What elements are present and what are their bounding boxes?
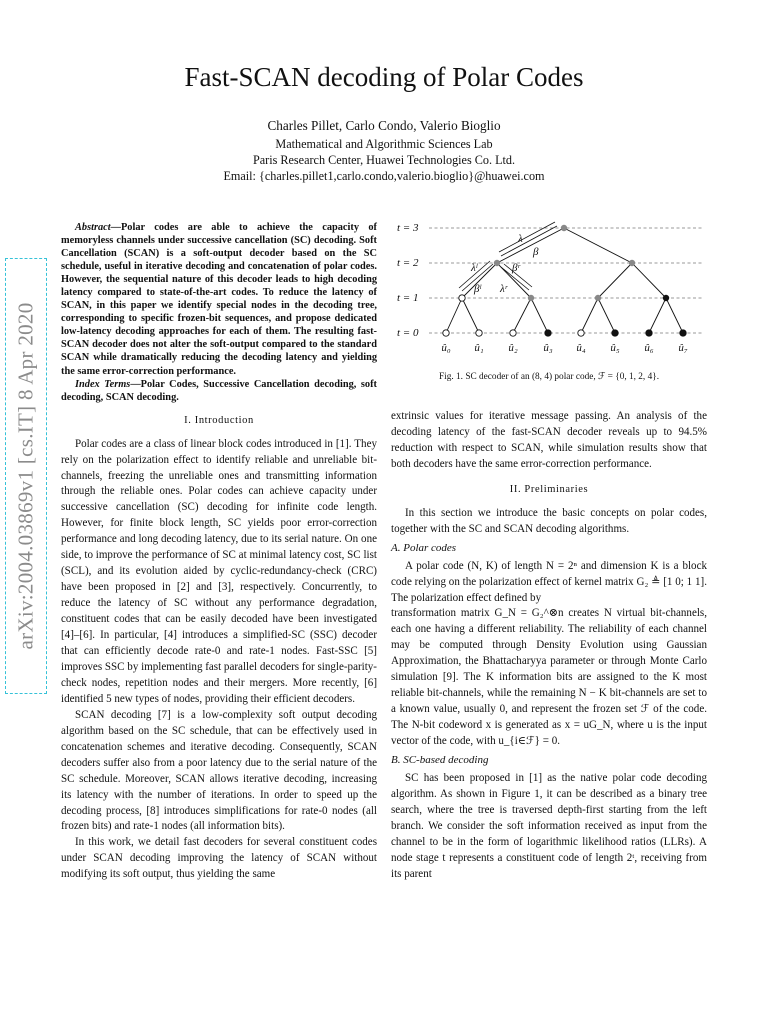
- edge-label-lambda-right: λʳ: [500, 283, 508, 295]
- leaf-node-0: [443, 330, 449, 336]
- affiliation-line-1: Mathematical and Algorithmic Sciences Lab: [275, 137, 493, 151]
- paper-title: Fast-SCAN decoding of Polar Codes: [184, 62, 584, 92]
- edge-label-lambda-left: λˡ: [471, 262, 478, 274]
- left-column: [61, 221, 377, 883]
- leaf-node-4: [578, 330, 584, 336]
- polar-paragraph-1b: transformation matrix G_N = G₂^⊗n creates N virtual bit-channels, each one having a different reliability. The reliability of each channel may be computed through Density Evolution using Gaussian Approximation, the Bhattacharyya parameter or through Monte Carlo simulation [9]. The K information bits are assigned to the K most reliable bit-channels, while the remaining N − K bit-channels are set to a known value, usually 0, and represent the frozen set ℱ of the code. The N-bit codeword x is generated as x = uG_N, where u is the input vector of the code, with u_{i∈ℱ} = 0.: [391, 607, 707, 748]
- edge-label-beta: β: [533, 246, 539, 258]
- affiliation-line-2: Paris Research Center, Huawei Technologies Co. Ltd.: [252, 153, 516, 167]
- leaf-node-5: [612, 330, 618, 336]
- subsection-heading-polar-codes: A. Polar codes: [391, 541, 457, 554]
- tree-node-stage1-2: [595, 295, 601, 301]
- leaf-label-6: û₆: [644, 342, 654, 354]
- right-column: [391, 409, 707, 883]
- leaf-node-7: [680, 330, 686, 336]
- leaf-node-1: [476, 330, 482, 336]
- section-heading-introduction: I. Introduction: [184, 414, 254, 426]
- edge-label-beta-right: βʳ: [512, 262, 520, 274]
- tree-node-stage2-left: [494, 260, 500, 266]
- index-terms: [61, 378, 377, 404]
- figure-caption: Fig. 1. SC decoder of an (8, 4) polar code, ℱ = {0, 1, 2, 4}.: [438, 372, 660, 382]
- subsection-heading-sc-decoding: B. SC-based decoding: [391, 754, 489, 767]
- tree-node-stage1-1: [528, 295, 534, 301]
- leaf-node-2: [510, 330, 516, 336]
- edge-label-lambda: λ: [518, 233, 523, 245]
- index-terms-label: Index Terms: [75, 378, 131, 390]
- intro-paragraph-3: In this work, we detail fast decoders for several constituent codes under SCAN decoding improving the latency of SCAN without modifying its soft output, thus yielding the same: [61, 836, 377, 881]
- sc-paragraph-1: SC has been proposed in [1] as the native polar code decoding algorithm. As shown in Figure 1, it can be described as a binary tree search, where the tree is traversed depth-first starting from the left branch. We consider the soft information received as input from the channel to be in the form of logarithmic likelihood ratios (LLRs). A node stage t represents a constituent code of length 2ᵗ, receiving from its parent: [391, 772, 707, 880]
- stage-label-0: t = 0: [397, 327, 419, 339]
- leaf-label-2: û₂: [508, 342, 518, 354]
- right-paragraph-1: extrinsic values for iterative message passing. An analysis of the decoding latency of the fast-SCAN decoder reveals up to 94.5% reduction with respect to SCAN, while simulation results show that both decoders have the same error-correction performance.: [391, 410, 707, 470]
- leaf-label-5: û₅: [610, 342, 620, 354]
- prelim-paragraph-1: In this section we introduce the basic concepts on polar codes, together with the SC and SCAN decoding algorithms.: [391, 506, 707, 535]
- leaf-label-4: û₄: [576, 342, 586, 354]
- tree-node-root: [561, 225, 567, 231]
- leaf-label-7: û₇: [678, 342, 688, 354]
- intro-paragraph-2: SCAN decoding [7] is a low-complexity soft output decoding algorithm based on the SC schedule, that can be effectively used in concatenation schemes and iterative decoding. Consequently, SCAN decoders suffer also from a poor latency due to the serial nature of the SC schedule. Moreover, SCAN allows iterative decoding, increasing its latency with the number of iterations. In order to speed up the decoding process, [8] introduces simplifications for rate-0 nodes (all frozen bits) and rate-1 nodes (all information bits).: [61, 708, 377, 833]
- leaf-node-3: [545, 330, 551, 336]
- author-list: Charles Pillet, Carlo Condo, Valerio Bioglio: [267, 118, 501, 133]
- tree-node-stage1-3: [663, 295, 669, 301]
- index-terms-text: —Polar Codes, Successive Cancellation decoding, soft decoding, SCAN decoding.: [61, 378, 377, 403]
- stage-label-3: t = 3: [397, 222, 419, 234]
- abstract: [61, 221, 377, 378]
- stage-label-1: t = 1: [397, 292, 419, 304]
- leaf-node-6: [646, 330, 652, 336]
- leaf-label-0: û₀: [441, 342, 451, 354]
- arxiv-stamp-link[interactable]: [5, 258, 47, 694]
- tree-node-stage1-0: [459, 295, 465, 301]
- section-heading-preliminaries: II. Preliminaries: [509, 483, 589, 495]
- leaf-label-3: û₃: [543, 342, 553, 354]
- polar-paragraph-1a: A polar code (N, K) of length N = 2ⁿ and dimension K is a block code relying on the polarization effect of kernel matrix G₂ ≜ [1 0; 1 1]. The polarization effect defined by: [391, 559, 707, 604]
- author-email: Email: {charles.pillet1,carlo.condo,valerio.bioglio}@huawei.com: [223, 169, 545, 183]
- intro-paragraph-1: Polar codes are a class of linear block codes introduced in [1]. They rely on the polarization effect to identify reliable and unreliable bit-channels, freezing the unreliable ones and transmitting information through the reliable ones. Polar codes can achieve capacity under successive cancellation (SC) decoding for infinite code length. However, for finite block length, SC yields poor error-correction performance and long decoding latency, due to its serial nature. On one side, to improve the performance of SC at minimal latency cost, SC list (SCL), and its evolution aided by cyclic-redundancy-check (CRC) have been proposed in [2] and [3], respectively. Concurrently, to reduce the latency of SC without any performance degradation, constituent codes that can be easily decoded have been investigated [4]–[6]. In particular, [4] introduces a simplified-SC (SSC) decoder that can efficiently decode rate-0 and rate-1 nodes. Fast-SSC [5] improves SSC by implementing fast parallel decoders for single-parity-check nodes, repetition nodes and their mergers. More recently, [6] identified 5 new types of nodes, providing their efficient decoders.: [61, 437, 377, 705]
- stage-label-2: t = 2: [397, 257, 419, 269]
- leaf-label-1: û₁: [474, 342, 484, 354]
- arxiv-id-text: arXiv:2004.03869v1 [cs.IT] 8 Apr 2020: [13, 302, 38, 650]
- edge-label-beta-left: βˡ: [474, 283, 481, 295]
- abstract-text: —Polar codes are able to achieve the capacity of memoryless channels under successive cancellation (SC) decoding. Soft Cancellation (SCAN) is a soft-output decoder based on the SC schedule, useful in iterative decoding and concatenation of polar codes. However, the sequential nature of this decoder leads to high decoding latency compared to state-of-the-art codes. To reduce the latency of SCAN, in this paper we identify special nodes in the decoding tree, corresponding to specific frozen-bit sequences, and propose dedicated low-latency decoding approaches for each of them. The resulting fast-SCAN decoder does not alter the soft-output compared to the standard SCAN while dramatically reducing the decoding latency and yielding the same error-correction performance.: [61, 222, 377, 377]
- abstract-label: Abstract: [75, 222, 111, 233]
- tree-node-stage2-right: [629, 260, 635, 266]
- sc-decoding-tree-figure: [391, 218, 711, 358]
